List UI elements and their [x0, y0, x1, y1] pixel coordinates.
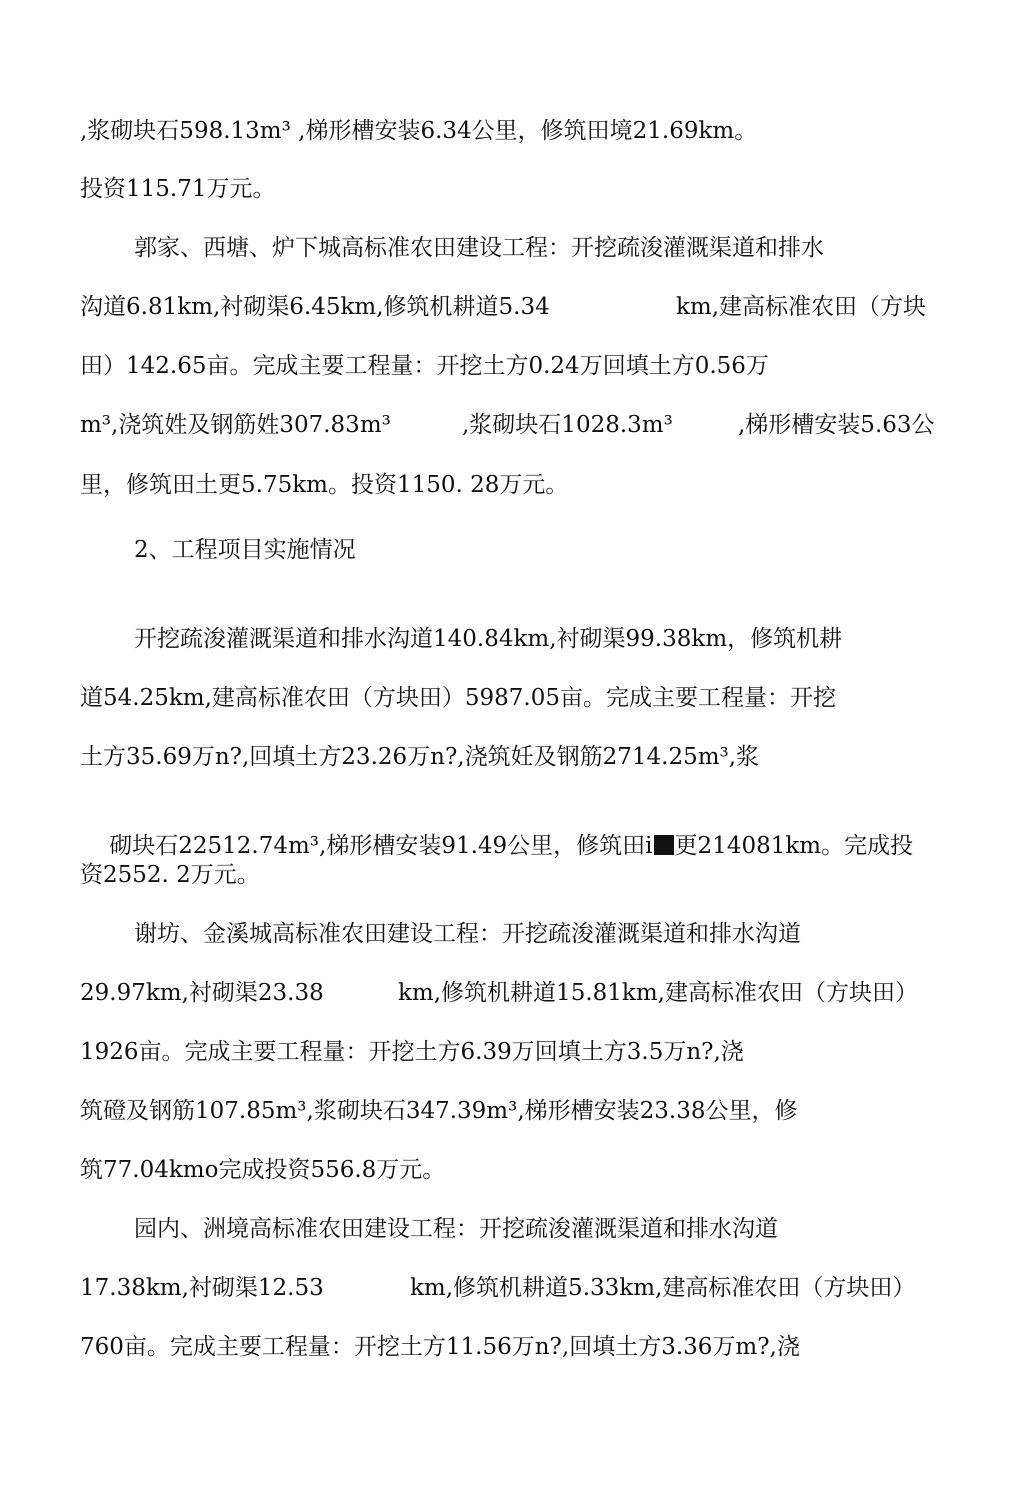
section-heading: 2、工程项目实施情况 — [134, 537, 356, 563]
text-line: 资2552. 2万元。 — [80, 862, 260, 888]
text-line: 道54.25km,建高标准农田（方块田）5987.05亩。完成主要工程量：开挖 — [80, 685, 837, 711]
paragraph-first-line: 郭家、西塘、炉下城高标准农田建设工程：开挖疏浚灌溉渠道和排水 — [134, 235, 824, 261]
text-line: 29.97km,衬砌渠23.38 km,修筑机耕道15.81km,建高标准农田（方块田） — [80, 980, 918, 1006]
text-line: 田）142.65亩。完成主要工程量：开挖土方0.24万回填土方0.56万 — [80, 353, 769, 379]
text-line: 17.38km,衬砌渠12.53 km,修筑机耕道5.33km,建高标准农田（方块田） — [80, 1275, 916, 1301]
text-line: 筑磴及钢筋107.85m³,浆砌块石347.39m³,梯形槽安装23.38公里，修 — [80, 1098, 798, 1124]
text-line: 筑77.04kmo完成投资556.8万元。 — [80, 1157, 446, 1183]
text-line: 1926亩。完成主要工程量：开挖土方6.39万回填土方3.5万n?,浇 — [80, 1039, 744, 1065]
text-line: m³,浇筑姓及钢筋姓307.83m³ ,浆砌块石1028.3m³ ,梯形槽安装5.63公 — [80, 412, 935, 438]
paragraph-first-line: 谢坊、金溪城高标准农田建设工程：开挖疏浚灌溉渠道和排水沟道 — [134, 921, 801, 947]
text-line: 沟道6.81km,衬砌渠6.45km,修筑机耕道5.34 km,建高标准农田（方块 — [80, 294, 927, 320]
text-line: 土方35.69万n?,回填土方23.26万n?,浇筑妊及钢筋2714.25m³,浆 — [80, 744, 760, 770]
text-line: 里，修筑田土更5.75km。投资1150. 28万元。 — [80, 472, 569, 498]
text-line: 砌块石22512.74m³,梯形槽安装91.49公里，修筑田i 更214081km。完成投 — [109, 833, 914, 859]
text-line: ,浆砌块石598.13m³ ,梯形槽安装6.34公里，修筑田境21.69km。 — [80, 118, 758, 144]
paragraph-first-line: 园内、洲境高标准农田建设工程：开挖疏浚灌溉渠道和排水沟道 — [134, 1216, 778, 1242]
text-line: 760亩。完成主要工程量：开挖土方11.56万n?,回填土方3.36万m?,浇 — [80, 1334, 800, 1360]
paragraph-first-line: 开挖疏浚灌溉渠道和排水沟道140.84km,衬砌渠99.38km，修筑机耕 — [134, 626, 843, 652]
redacted-block — [654, 835, 674, 855]
text-line: 投资115.71万元。 — [80, 176, 276, 202]
